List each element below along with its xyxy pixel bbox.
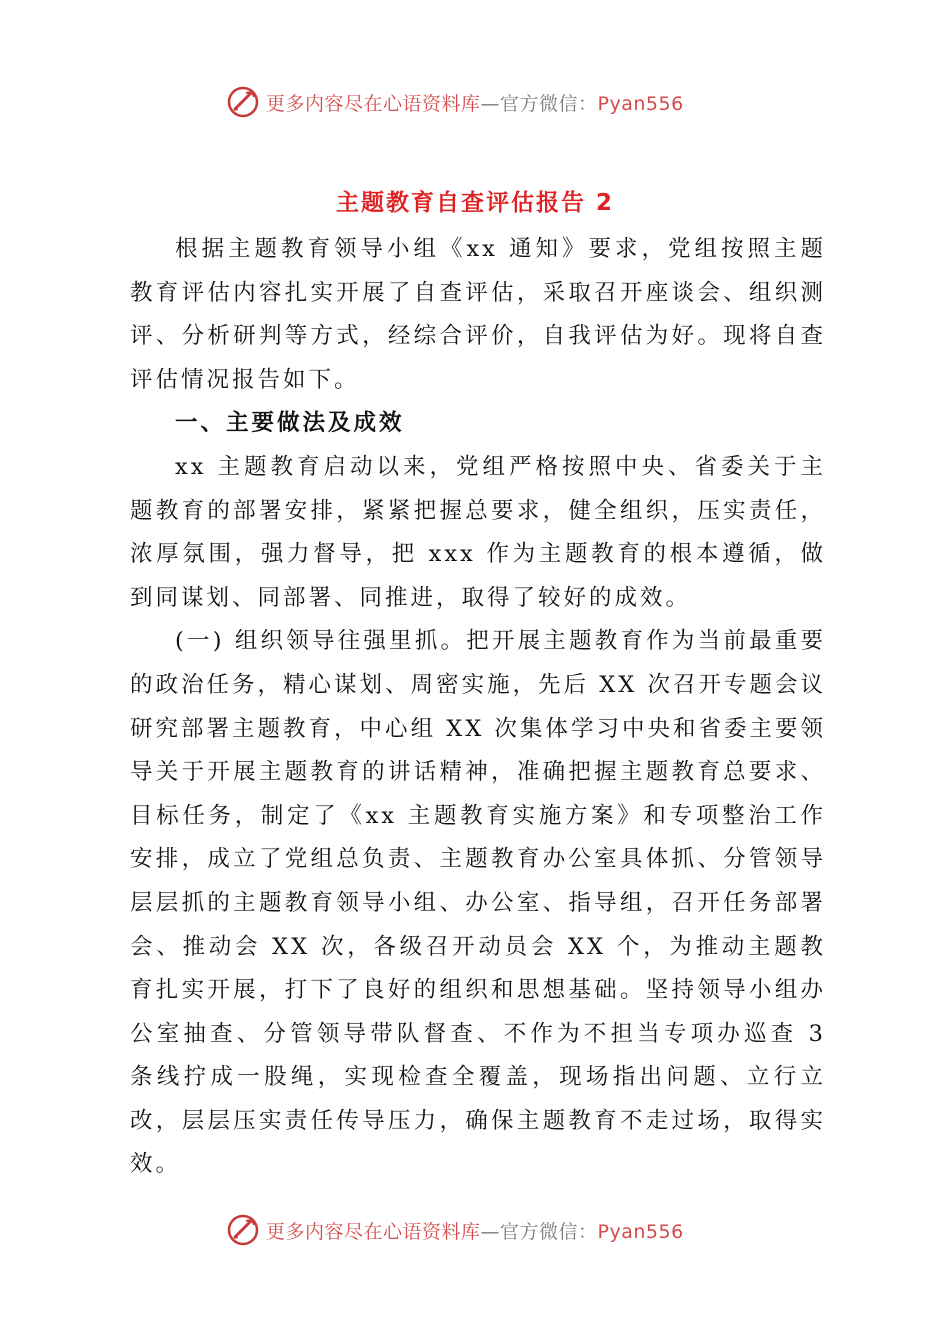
intro-paragraph: 根据主题教育领导小组《xx 通知》要求，党组按照主题教育评估内容扎实开展了自查评估，采取召开座谈会、组织测评、分析研判等方式，经综合评价，自我评估为好。现将自查评估情况报告如下。: [130, 236, 826, 393]
watermark-separator: —: [480, 92, 501, 115]
section-paragraph: xx 主题教育启动以来，党组严格按照中央、省委关于主题教育的部署安排，紧紧把握总要求，健全组织，压实责任，浓厚氛围，强力督导，把 xxx 作为主题教育的根本遵循，做到同谋划、同部署、同推进，取得了较好的成效。: [130, 453, 826, 611]
document-title: 主题教育自查评估报告 2: [335, 190, 614, 216]
watermark-text: [266, 1217, 684, 1244]
header-watermark-banner: [226, 82, 746, 122]
watermark-wechat-label: 官方微信：: [500, 92, 598, 115]
subsection-paragraph: (一) 组织领导往强里抓。把开展主题教育作为当前最重要的政治任务，精心谋划、周密实施，先后 XX 次召开专题会议研究部署主题教育，中心组 XX 次集体学习中央和省委主要领导关于开展主题教育的讲话精神，准确把握主题教育总要求、目标任务，制定了《xx 主题教育实施方案》和专项整治工作安排，成立了党组总负责、主题教育办公室具体抓、分管领导层层抓的主题教育领导小组、办公室、指导组，召开任务部署会、推动会 XX 次，各级召开动员会 XX 个，为推动主题教育扎实开展，打下了良好的组织和思想基础。坚持领导小组办公室抽查、分管领导带队督查、不作为不担当专项办巡查 3 条线拧成一股绳，实现检查全覆盖，现场指出问题、立行立改，层层压实责任传导压力，确保主题教育不走过场，取得实效。: [130, 628, 826, 1178]
watermark-separator: —: [480, 1220, 501, 1243]
watermark-text: [266, 89, 684, 116]
watermark-main-text: 更多内容尽在心语资料库: [266, 92, 481, 115]
footer-watermark-banner: [226, 1210, 746, 1250]
pen-circle-logo-icon: [226, 1213, 260, 1247]
watermark-main-text: 更多内容尽在心语资料库: [266, 1220, 481, 1243]
section-heading: 一、主要做法及成效: [175, 410, 405, 437]
watermark-wechat-id: Pyan556: [597, 1220, 684, 1243]
watermark-wechat-label: 官方微信：: [500, 1220, 598, 1243]
document-body: [130, 228, 826, 1187]
pen-circle-logo-icon: [226, 85, 260, 119]
watermark-wechat-id: Pyan556: [597, 92, 684, 115]
